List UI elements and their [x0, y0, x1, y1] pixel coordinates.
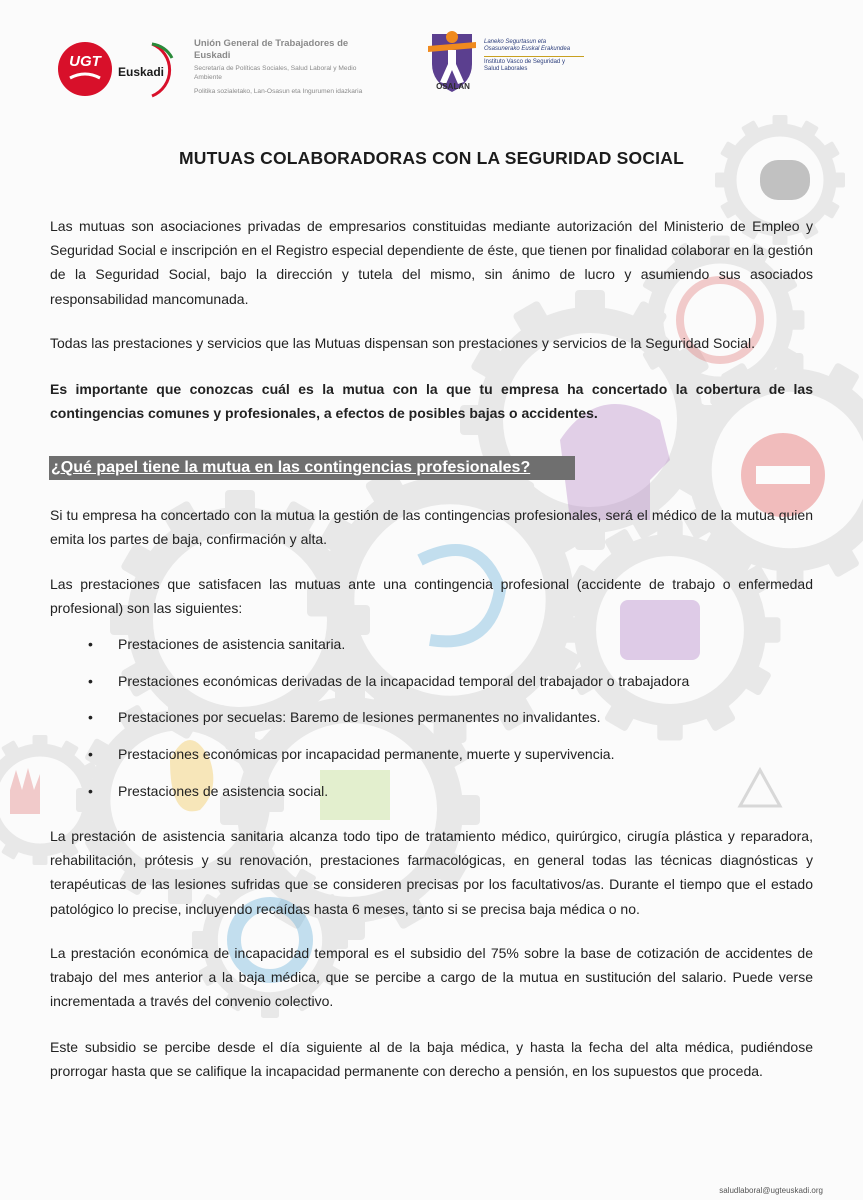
bullet-icon: • — [88, 782, 93, 799]
ugt-logo-letters: UGT — [69, 53, 101, 70]
ugt-header-text — [194, 38, 384, 96]
bullet-icon: • — [88, 672, 93, 689]
osalan-header-text — [484, 39, 584, 73]
ugt-euskadi-logo — [56, 40, 176, 100]
bullet-icon: • — [88, 636, 93, 652]
list-item-text: Prestaciones de asistencia social. — [118, 782, 329, 799]
list-item — [88, 705, 689, 742]
osalan-line-es-2: Salud Laborales — [484, 66, 528, 72]
ugt-department-es: Secretaría de Políticas Sociales, Salud Laboral y Medio Ambiente — [194, 65, 357, 81]
section-paragraph-1: Si tu empresa ha concertado con la mutua la gestión de las contingencias profesionales, será el médico de la mutua quien emita los partes de baja, confirmación y alta. — [50, 507, 813, 548]
ugt-org-name: Unión General de Trabajadores de Euskadi — [194, 38, 349, 61]
section-paragraph-2: Las prestaciones que satisfacen las mutuas ante una contingencia profesional (accidente de trabajo o enfermedad profesional) son las siguientes: — [50, 576, 813, 617]
benefits-list — [88, 632, 689, 815]
intro-paragraph-important: Es importante que conozcas cuál es la mutua con la que tu empresa ha concertado la cobertura de las contingencias comunes y profesionales, a efectos de posibles bajas o accidentes. — [50, 381, 813, 422]
ugt-department-eu: Politika sozialetako, Lan-Osasun eta Ingurumen idazkaria — [194, 88, 363, 95]
list-item — [88, 669, 689, 706]
osalan-line-eu-2: Osasunerako Euskal Erakundea — [484, 46, 571, 52]
asistencia-paragraph: La prestación de asistencia sanitaria alcanza todo tipo de tratamiento médico, quirúrgico, cirugía plástica y reparadora, rehabilitación, prótesis y su renovación, prestaciones farmacológicas, en general todas las técnicas diagnósticas y terapéuticas de las lesiones sufridas que se consideren precisas por los facultativos/as. Durante el tiempo que el estado patológico lo precise, incluyendo recaídas hasta 6 meses, tanto si se precisa baja médica o no. — [50, 828, 813, 917]
bullet-icon: • — [88, 746, 93, 763]
osalan-line-es-1: Instituto Vasco de Seguridad y — [484, 56, 584, 66]
subsidio-paragraph: Este subsidio se percibe desde el día siguiente al de la baja médica, y hasta la fecha del alta médica, pudiéndose prorrogar hasta que se califique la incapacidad permanente con derecho a pensión, en los supuestos que proceda. — [50, 1039, 813, 1080]
ugt-region: Euskadi — [118, 65, 165, 79]
list-item-text: Prestaciones de asistencia sanitaria. — [118, 636, 346, 652]
list-item — [88, 779, 689, 816]
list-item — [88, 742, 689, 779]
list-item-text: Prestaciones económicas por incapacidad permanente, muerte y supervivencia. — [118, 746, 615, 763]
list-item — [88, 632, 689, 669]
page-title: MUTUAS COLABORADORAS CON LA SEGURIDAD SOCIAL — [179, 148, 684, 168]
list-item-text: Prestaciones económicas derivadas de la incapacidad temporal del trabajador o trabajadora — [118, 672, 690, 689]
list-item-text: Prestaciones por secuelas: Baremo de lesiones permanentes no invalidantes. — [118, 709, 601, 726]
section-heading: ¿Qué papel tiene la mutua en las contingencias profesionales? — [49, 456, 575, 480]
intro-paragraph-1: Las mutuas son asociaciones privadas de empresarios constituidas mediante autorización del Ministerio de Empleo y Seguridad Social e inscripción en el Registro especial dependiente de éste, que tienen por finalidad colaborar en la gestión de la Seguridad Social, bajo la dirección y tutela del mismo, sin ánimo de lucro y asumiendo sus asociados responsabilidad mancomunada. — [50, 218, 813, 307]
osalan-name: OSALAN — [436, 82, 470, 91]
intro-paragraph-2: Todas las prestaciones y servicios que las Mutuas dispensan son prestaciones y servicios de la Seguridad Social. — [50, 335, 756, 351]
bullet-icon: • — [88, 709, 93, 726]
osalan-line-eu-1: Laneko Segurtasun eta — [484, 39, 547, 45]
incapacidad-paragraph: La prestación económica de incapacidad temporal es el subsidio del 75% sobre la base de cotización de accidentes de trabajo del mes anterior a la baja médica, que se percibe a cargo de la mutua en sustitución del salario. Puede verse incrementada a través del convenio colectivo. — [50, 945, 813, 1010]
footer-email[interactable]: saludlaboral@ugteuskadi.org — [719, 1186, 823, 1195]
